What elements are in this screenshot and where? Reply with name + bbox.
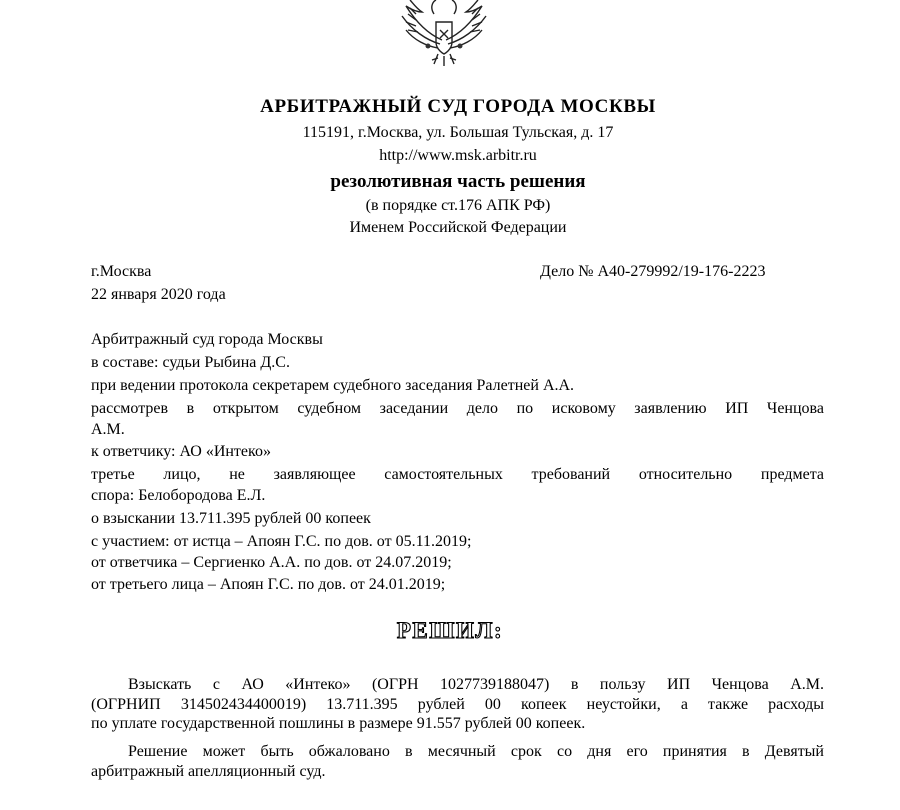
intro-from-defendant: от ответчика – Сергиенко А.А. по дов. от 24.07.2019; xyxy=(91,554,452,571)
intro-secretary: при ведении протокола секретарем судебного заседания Ралетней А.А. xyxy=(91,377,575,394)
case-number: Дело № А40-279992/19-176-2223 xyxy=(540,263,766,280)
decided-heading: РЕШИЛ: xyxy=(396,618,504,643)
city: г.Москва xyxy=(91,263,152,280)
ruling-p2-line2: арбитражный апелляционный суд. xyxy=(91,763,326,780)
double-headed-eagle-icon xyxy=(398,0,490,68)
intro-defendant: к ответчику: АО «Интеко» xyxy=(91,443,271,460)
intro-case-line2: А.М. xyxy=(91,421,125,438)
intro-third-party-line2: спора: Белобородова Е.Л. xyxy=(91,487,266,504)
intro-participation: с участием: от истца – Апоян Г.С. по дов. от 05.11.2019; xyxy=(91,533,472,550)
court-title: АРБИТРАЖНЫЙ СУД ГОРОДА МОСКВЫ xyxy=(260,96,656,117)
ruling-p1-line3: по уплате государственной пошлины в размере 91.557 рублей 00 копеек. xyxy=(91,715,586,732)
decision-date: 22 января 2020 года xyxy=(91,286,226,303)
ruling-p1-line1: Взыскать с АО «Интеко» (ОГРН 1027739188047) в пользу ИП Ченцова А.М. xyxy=(128,676,824,693)
ruling-p1-line2: (ОГРНИП 314502434400019) 13.711.395 рублей 00 копеек неустойки, а также расходы xyxy=(91,696,824,713)
intro-claim: о взыскании 13.711.395 рублей 00 копеек xyxy=(91,510,371,527)
intro-from-third-party: от третьего лица – Апоян Г.С. по дов. от 24.01.2019; xyxy=(91,576,446,593)
intro-case-line1: рассмотрев в открытом судебном заседании дело по исковому заявлению ИП Ченцова xyxy=(91,400,824,417)
ruling-paragraph-2 xyxy=(91,743,824,781)
court-address: 115191, г.Москва, ул. Большая Тульская, д. 17 xyxy=(302,124,614,141)
document-kind: резолютивная часть решения xyxy=(330,171,586,192)
intro-composition: в составе: судьи Рыбина Д.С. xyxy=(91,354,290,371)
intro-court: Арбитражный суд города Москвы xyxy=(91,331,323,348)
ruling-paragraph-1 xyxy=(91,676,824,733)
in-name-line: Именем Российской Федерации xyxy=(349,219,567,236)
intro-third-party-line1: третье лицо, не заявляющее самостоятельных требований относительно предмета xyxy=(91,466,824,483)
ruling-p2-line1: Решение может быть обжаловано в месячный срок со дня его принятия в Девятый xyxy=(128,743,824,760)
procedure-note: (в порядке ст.176 АПК РФ) xyxy=(365,197,551,214)
court-url: http://www.msk.arbitr.ru xyxy=(379,147,537,164)
